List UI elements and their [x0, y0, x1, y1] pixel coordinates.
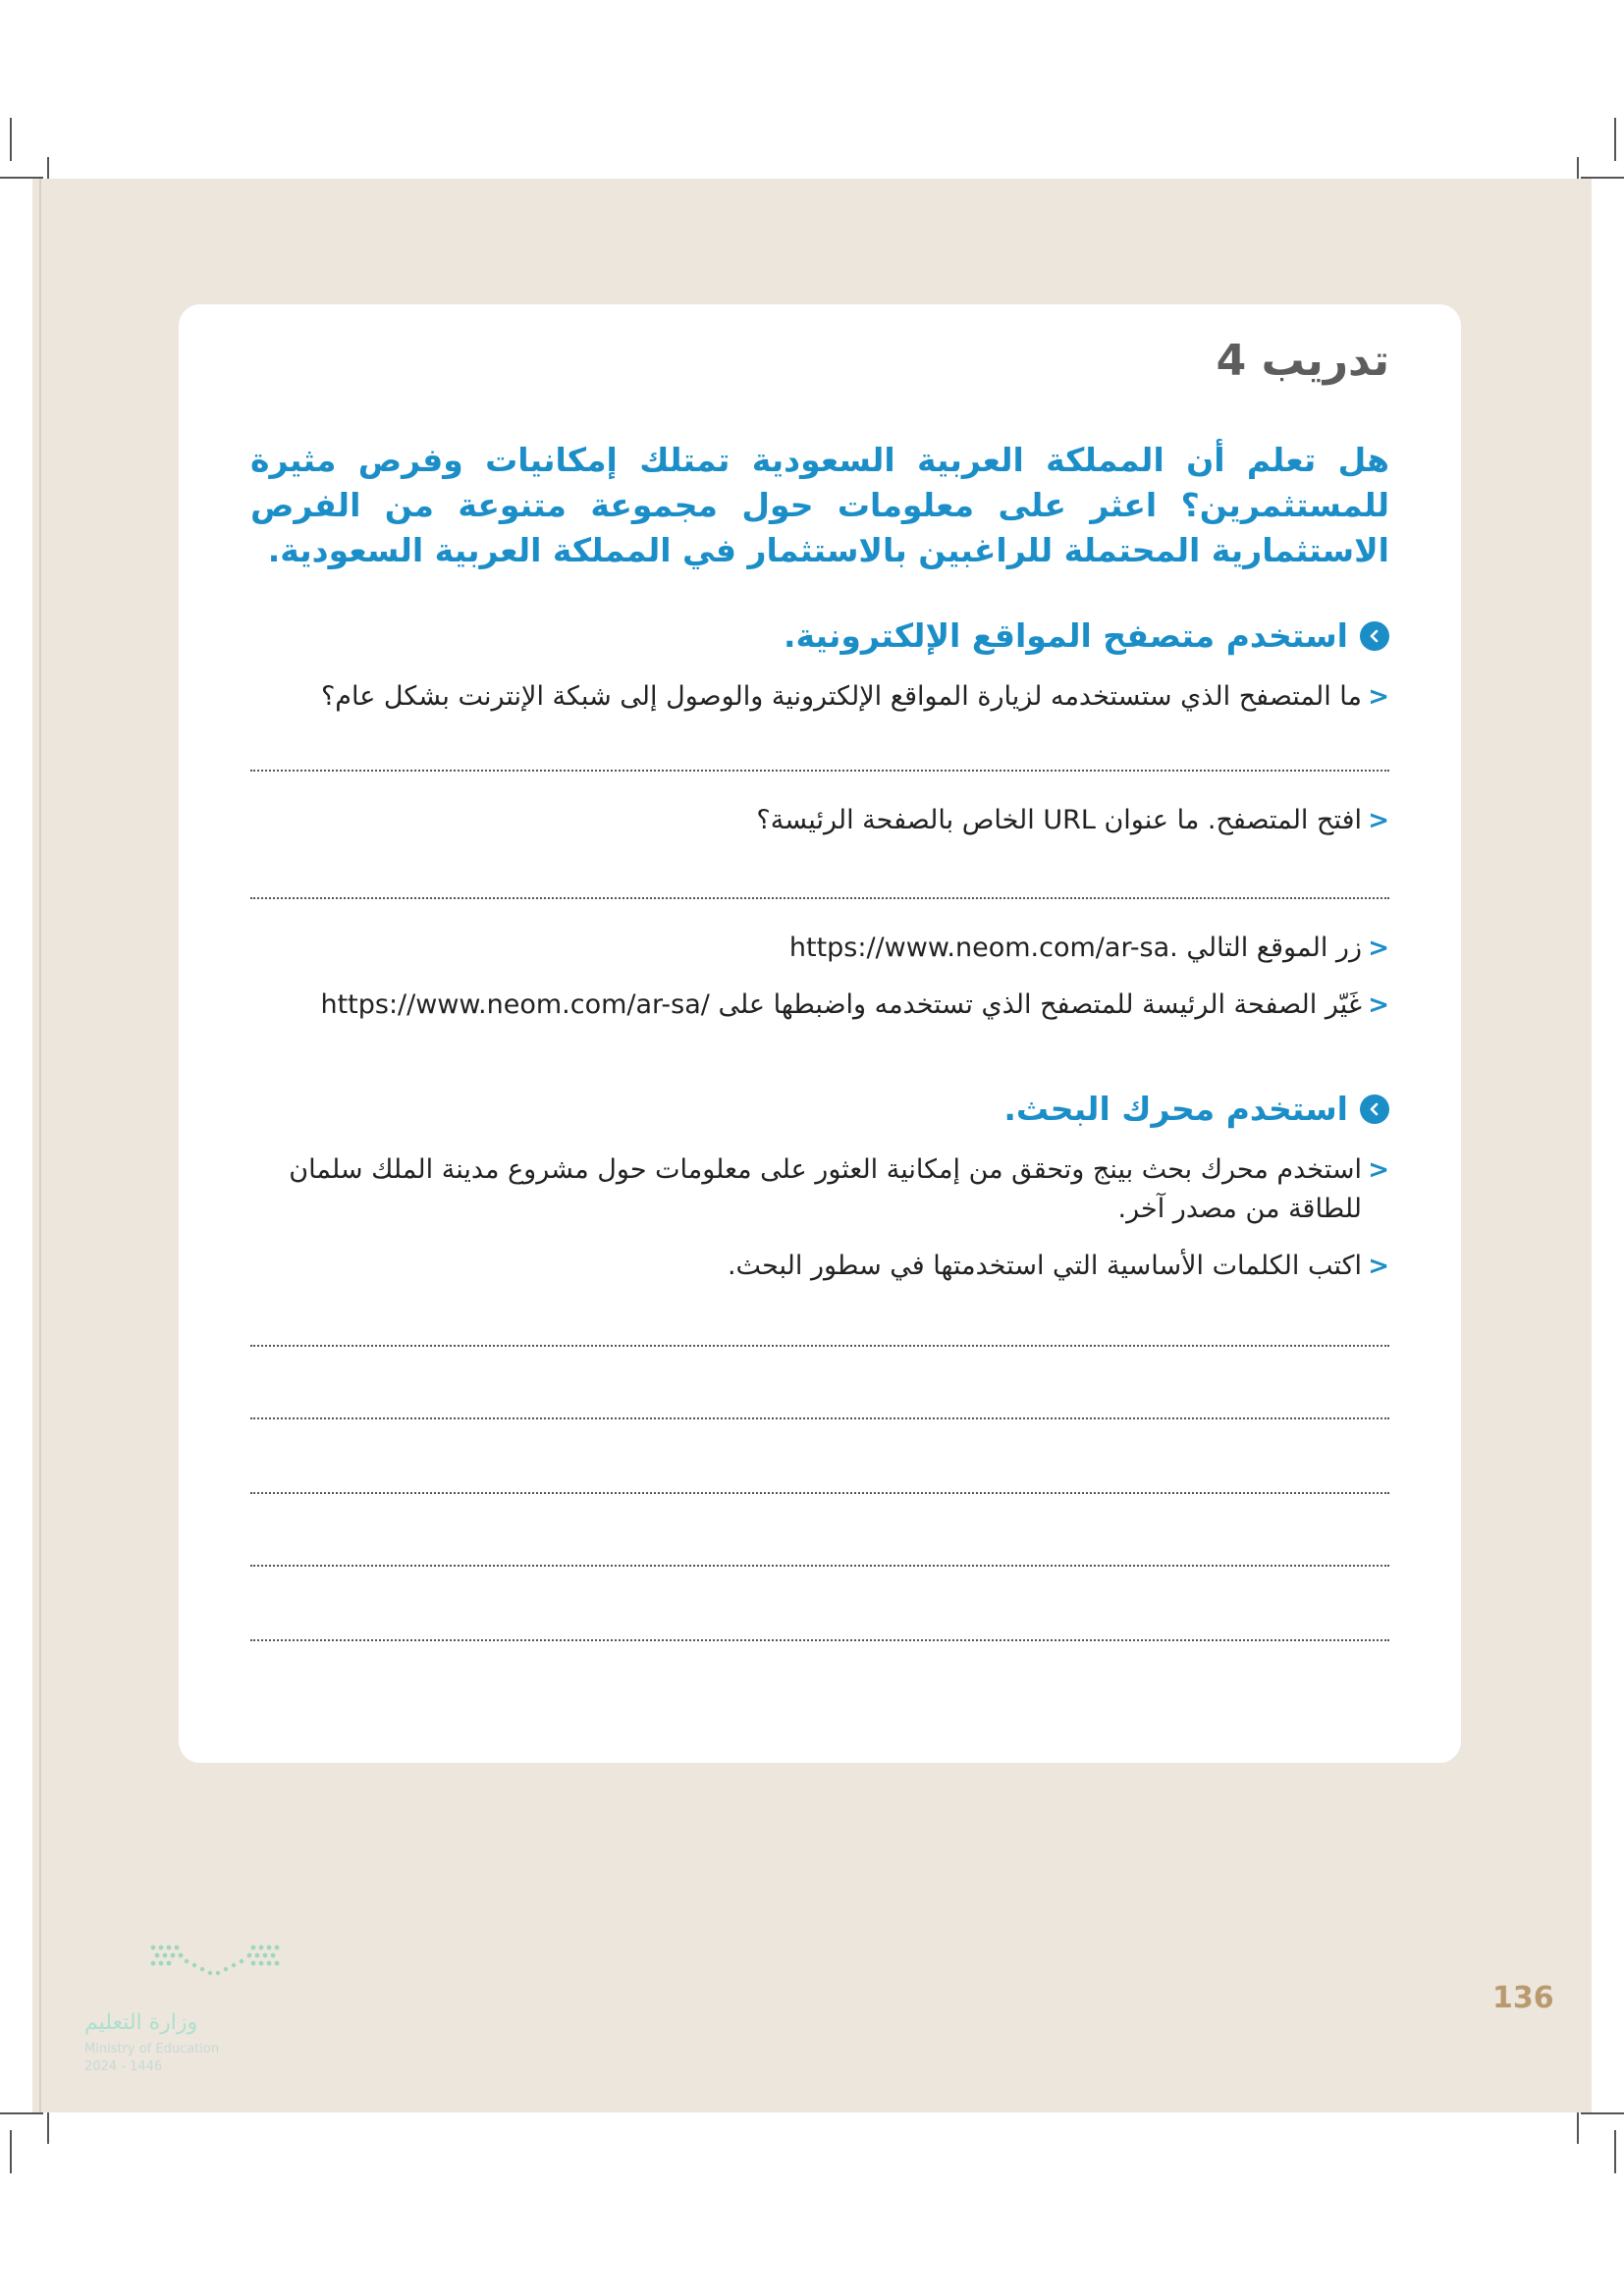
- answer-line[interactable]: [250, 1492, 1389, 1494]
- crop-mark: [0, 2112, 43, 2114]
- answer-line[interactable]: [250, 1345, 1389, 1347]
- intro-paragraph: هل تعلم أن المملكة العربية السعودية تمتلك إمكانيات وفرص مثيرة للمستثمرين؟ اعثر على معلومات حول مجموعة متنوعة من الفرص الاستثمارية المحتملة للراغبين بالاستثمار في المملكة العربية السعودية.: [250, 441, 1389, 569]
- chevron-left-icon: <: [1368, 682, 1389, 712]
- question-text: استخدم محرك بحث بينج وتحقق من إمكانية العثور على معلومات حول مشروع مدينة الملك سلمان للطاقة من مصدر آخر.: [289, 1154, 1362, 1224]
- chevron-left-icon: <: [1368, 934, 1389, 963]
- question-prefix: زر الموقع التالي: [1186, 933, 1362, 963]
- ministry-emblem-icon: [147, 1940, 295, 1999]
- crop-mark: [10, 2130, 12, 2173]
- chevron-left-icon: <: [1368, 1252, 1389, 1281]
- question-item: [250, 1150, 1389, 1229]
- question-text: افتح المتصفح. ما عنوان URL الخاص بالصفحة الرئيسة؟: [756, 805, 1362, 835]
- section-heading-search: [1003, 1090, 1389, 1128]
- chevron-left-icon: [1360, 1095, 1389, 1124]
- ministry-year: 2024 - 1446: [84, 2059, 163, 2074]
- answer-line[interactable]: [250, 1417, 1389, 1419]
- answer-line[interactable]: [250, 770, 1389, 772]
- title-number: 4: [1216, 336, 1247, 386]
- section-heading-text: استخدم محرك البحث.: [1003, 1090, 1348, 1128]
- crop-mark: [1614, 118, 1616, 161]
- url-link[interactable]: https://www.neom.com/ar-sa.: [788, 933, 1178, 963]
- url-link[interactable]: https://www.neom.com/ar-sa/: [320, 989, 710, 1020]
- chevron-left-icon: <: [1368, 990, 1389, 1020]
- question-prefix: غَيّر الصفحة الرئيسة للمتصفح الذي تستخدمه واضبطها على: [718, 989, 1362, 1020]
- question-text: [250, 929, 1362, 968]
- page-number: 136: [1492, 1981, 1554, 2015]
- question-item: [250, 986, 1389, 1025]
- section-heading-text: استخدم متصفح المواقع الإلكترونية.: [783, 616, 1348, 655]
- answer-line[interactable]: [250, 1639, 1389, 1641]
- question-text: اكتب الكلمات الأساسية التي استخدمتها في سطور البحث.: [727, 1251, 1362, 1281]
- section-heading-browser: [784, 616, 1389, 655]
- answer-line[interactable]: [250, 897, 1389, 899]
- answer-line[interactable]: [250, 1565, 1389, 1567]
- chevron-left-icon: [1360, 621, 1389, 651]
- page-fold: [39, 179, 41, 2112]
- question-text: [250, 986, 1362, 1025]
- exercise-title: [1217, 336, 1389, 386]
- question-item: [250, 801, 1389, 840]
- question-item: [250, 929, 1389, 968]
- title-word: تدريب: [1261, 336, 1389, 386]
- ministry-name-english: Ministry of Education: [84, 2042, 220, 2056]
- crop-mark: [10, 118, 12, 161]
- crop-mark: [1614, 2130, 1616, 2173]
- ministry-logo: [84, 1940, 300, 2077]
- question-text: ما المتصفح الذي ستستخدمه لزيارة المواقع الإلكترونية والوصول إلى شبكة الإنترنت بشكل عام؟: [320, 681, 1362, 712]
- chevron-left-icon: <: [1368, 1155, 1389, 1185]
- question-item: [250, 677, 1389, 717]
- ministry-name-arabic: وزارة التعليم: [84, 2010, 198, 2035]
- question-item: [250, 1247, 1389, 1286]
- crop-mark: [1581, 2112, 1624, 2114]
- chevron-left-icon: <: [1368, 806, 1389, 835]
